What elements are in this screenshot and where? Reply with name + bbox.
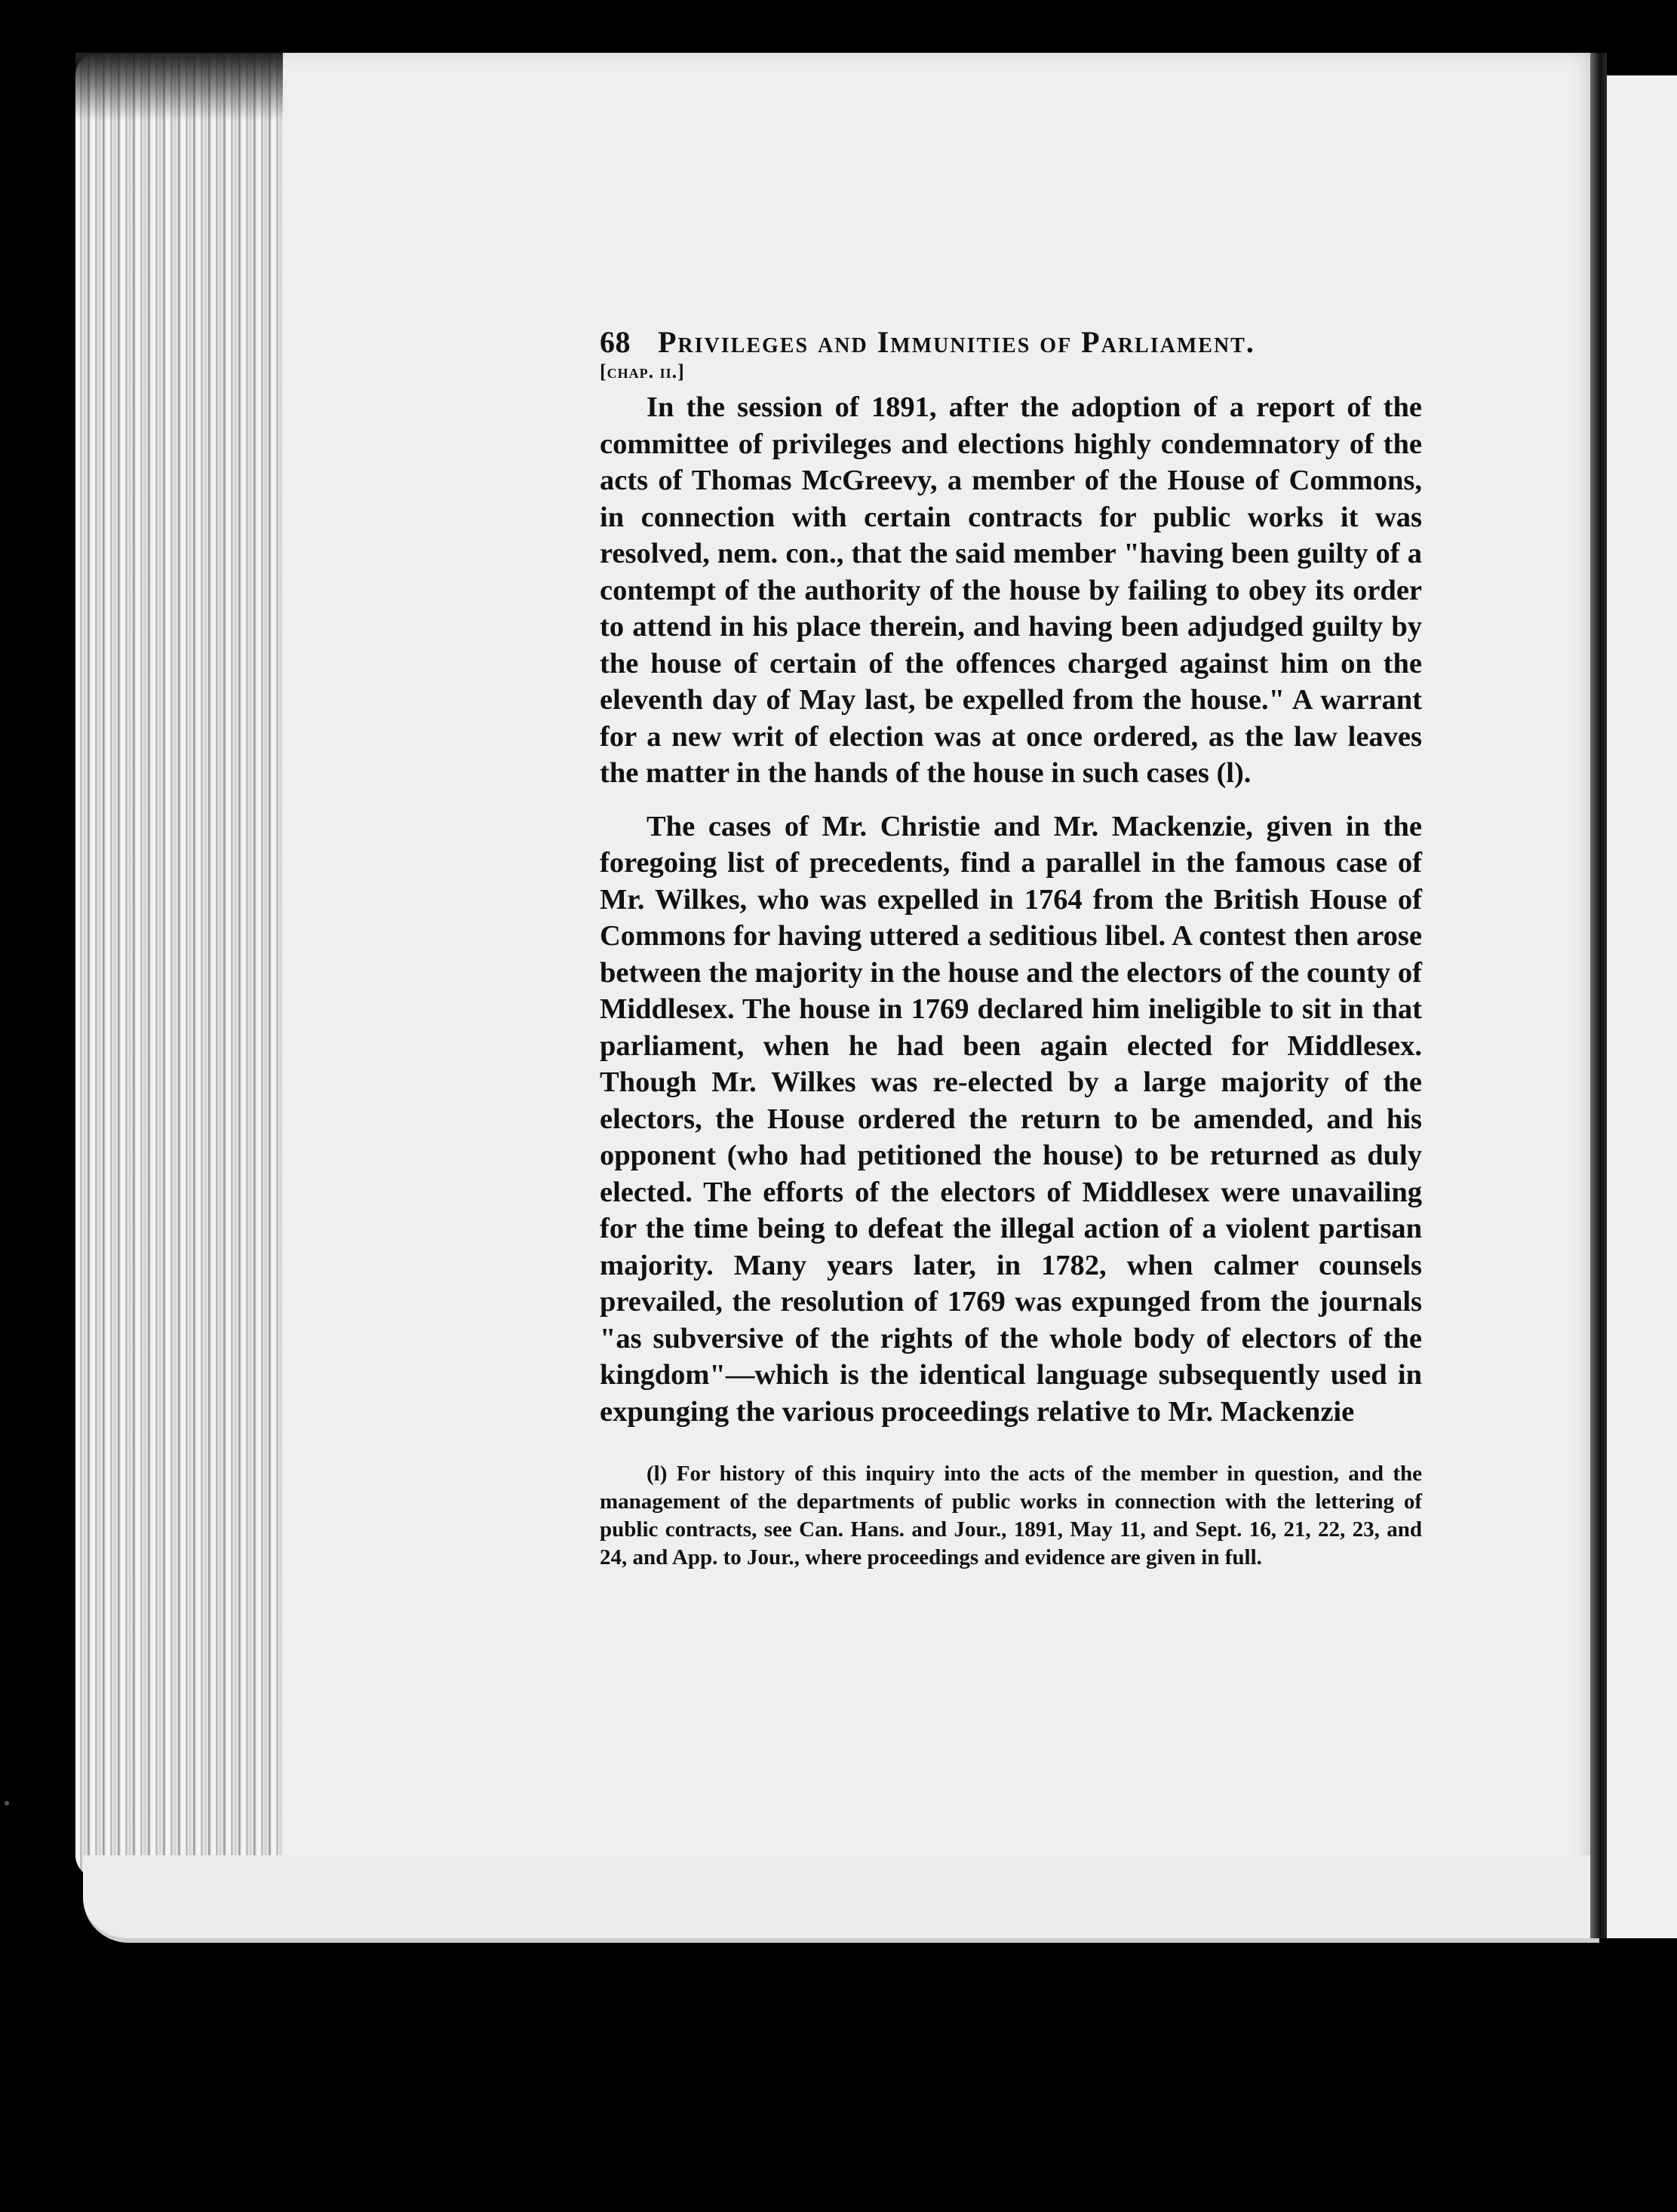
facing-page-sliver: [1607, 75, 1677, 1938]
running-head: [600, 324, 1422, 360]
page-bottom-curl: [83, 1855, 1599, 1943]
scan-speck: [5, 1801, 9, 1805]
body-paragraph: The cases of Mr. Christie and Mr. Mackenzie, given in the foregoing list of precedents, find a parallel in the famous case of Mr. Wilkes, who was expelled in 1764 from the British House of Commons for having uttered a seditious libel. A contest then arose between the majority in the house and the electors of the county of Middlesex. The house in 1769 declared him ineligible to sit in that parliament, when he had been again elected for Middlesex. Though Mr. Wilkes was re-elected by a large majority of the electors, the House ordered the return to be amended, and his opponent (who had petitioned the house) to be returned as duly elected. The efforts of the electors of Middlesex were unavailing for the time being to defeat the illegal action of a violent partisan majority. Many years later, in 1782, when calmer counsels prevailed, the resolution of 1769 was expunged from the journals "as subversive of the rights of the whole body of electors of the kingdom"—which is the identical language subsequently used in expunging the various proceedings relative to Mr. Mackenzie: [600, 810, 1422, 1428]
stacked-page-edges: [75, 53, 294, 1878]
book-gutter: [1590, 53, 1607, 1938]
page-number: 68: [600, 325, 631, 359]
page-text: [600, 324, 1422, 1572]
running-title: Privileges and Immunities of Parliament.: [658, 325, 1255, 359]
chapter-label: [chap. ii.]: [600, 360, 685, 382]
footnote: (l) For history of this inquiry into the acts of the member in question, and the management of the departments of public works in connection with the lettering of public contracts, see Can. Hans. and Jour., 1891, May 11, and Sept. 16, 21, 22, 23, and 24, and App. to Jour., where proceedings and evidence are given in full.: [600, 1462, 1422, 1569]
body-paragraph: In the session of 1891, after the adoption of a report of the committee of privileges and elections highly condemnatory of the acts of Thomas McGreevy, a member of the House of Commons, in connection with certain contracts for public works it was resolved, nem. con., that the said member "having been guilty of a contempt of the authority of the house by failing to obey its order to attend in his place therein, and having been adjudged guilty by the house of certain of the offences charged against him on the eleventh day of May last, be expelled from the house." A warrant for a new writ of election was at once ordered, as the law leaves the matter in the hands of the house in such cases (l).: [600, 391, 1422, 789]
